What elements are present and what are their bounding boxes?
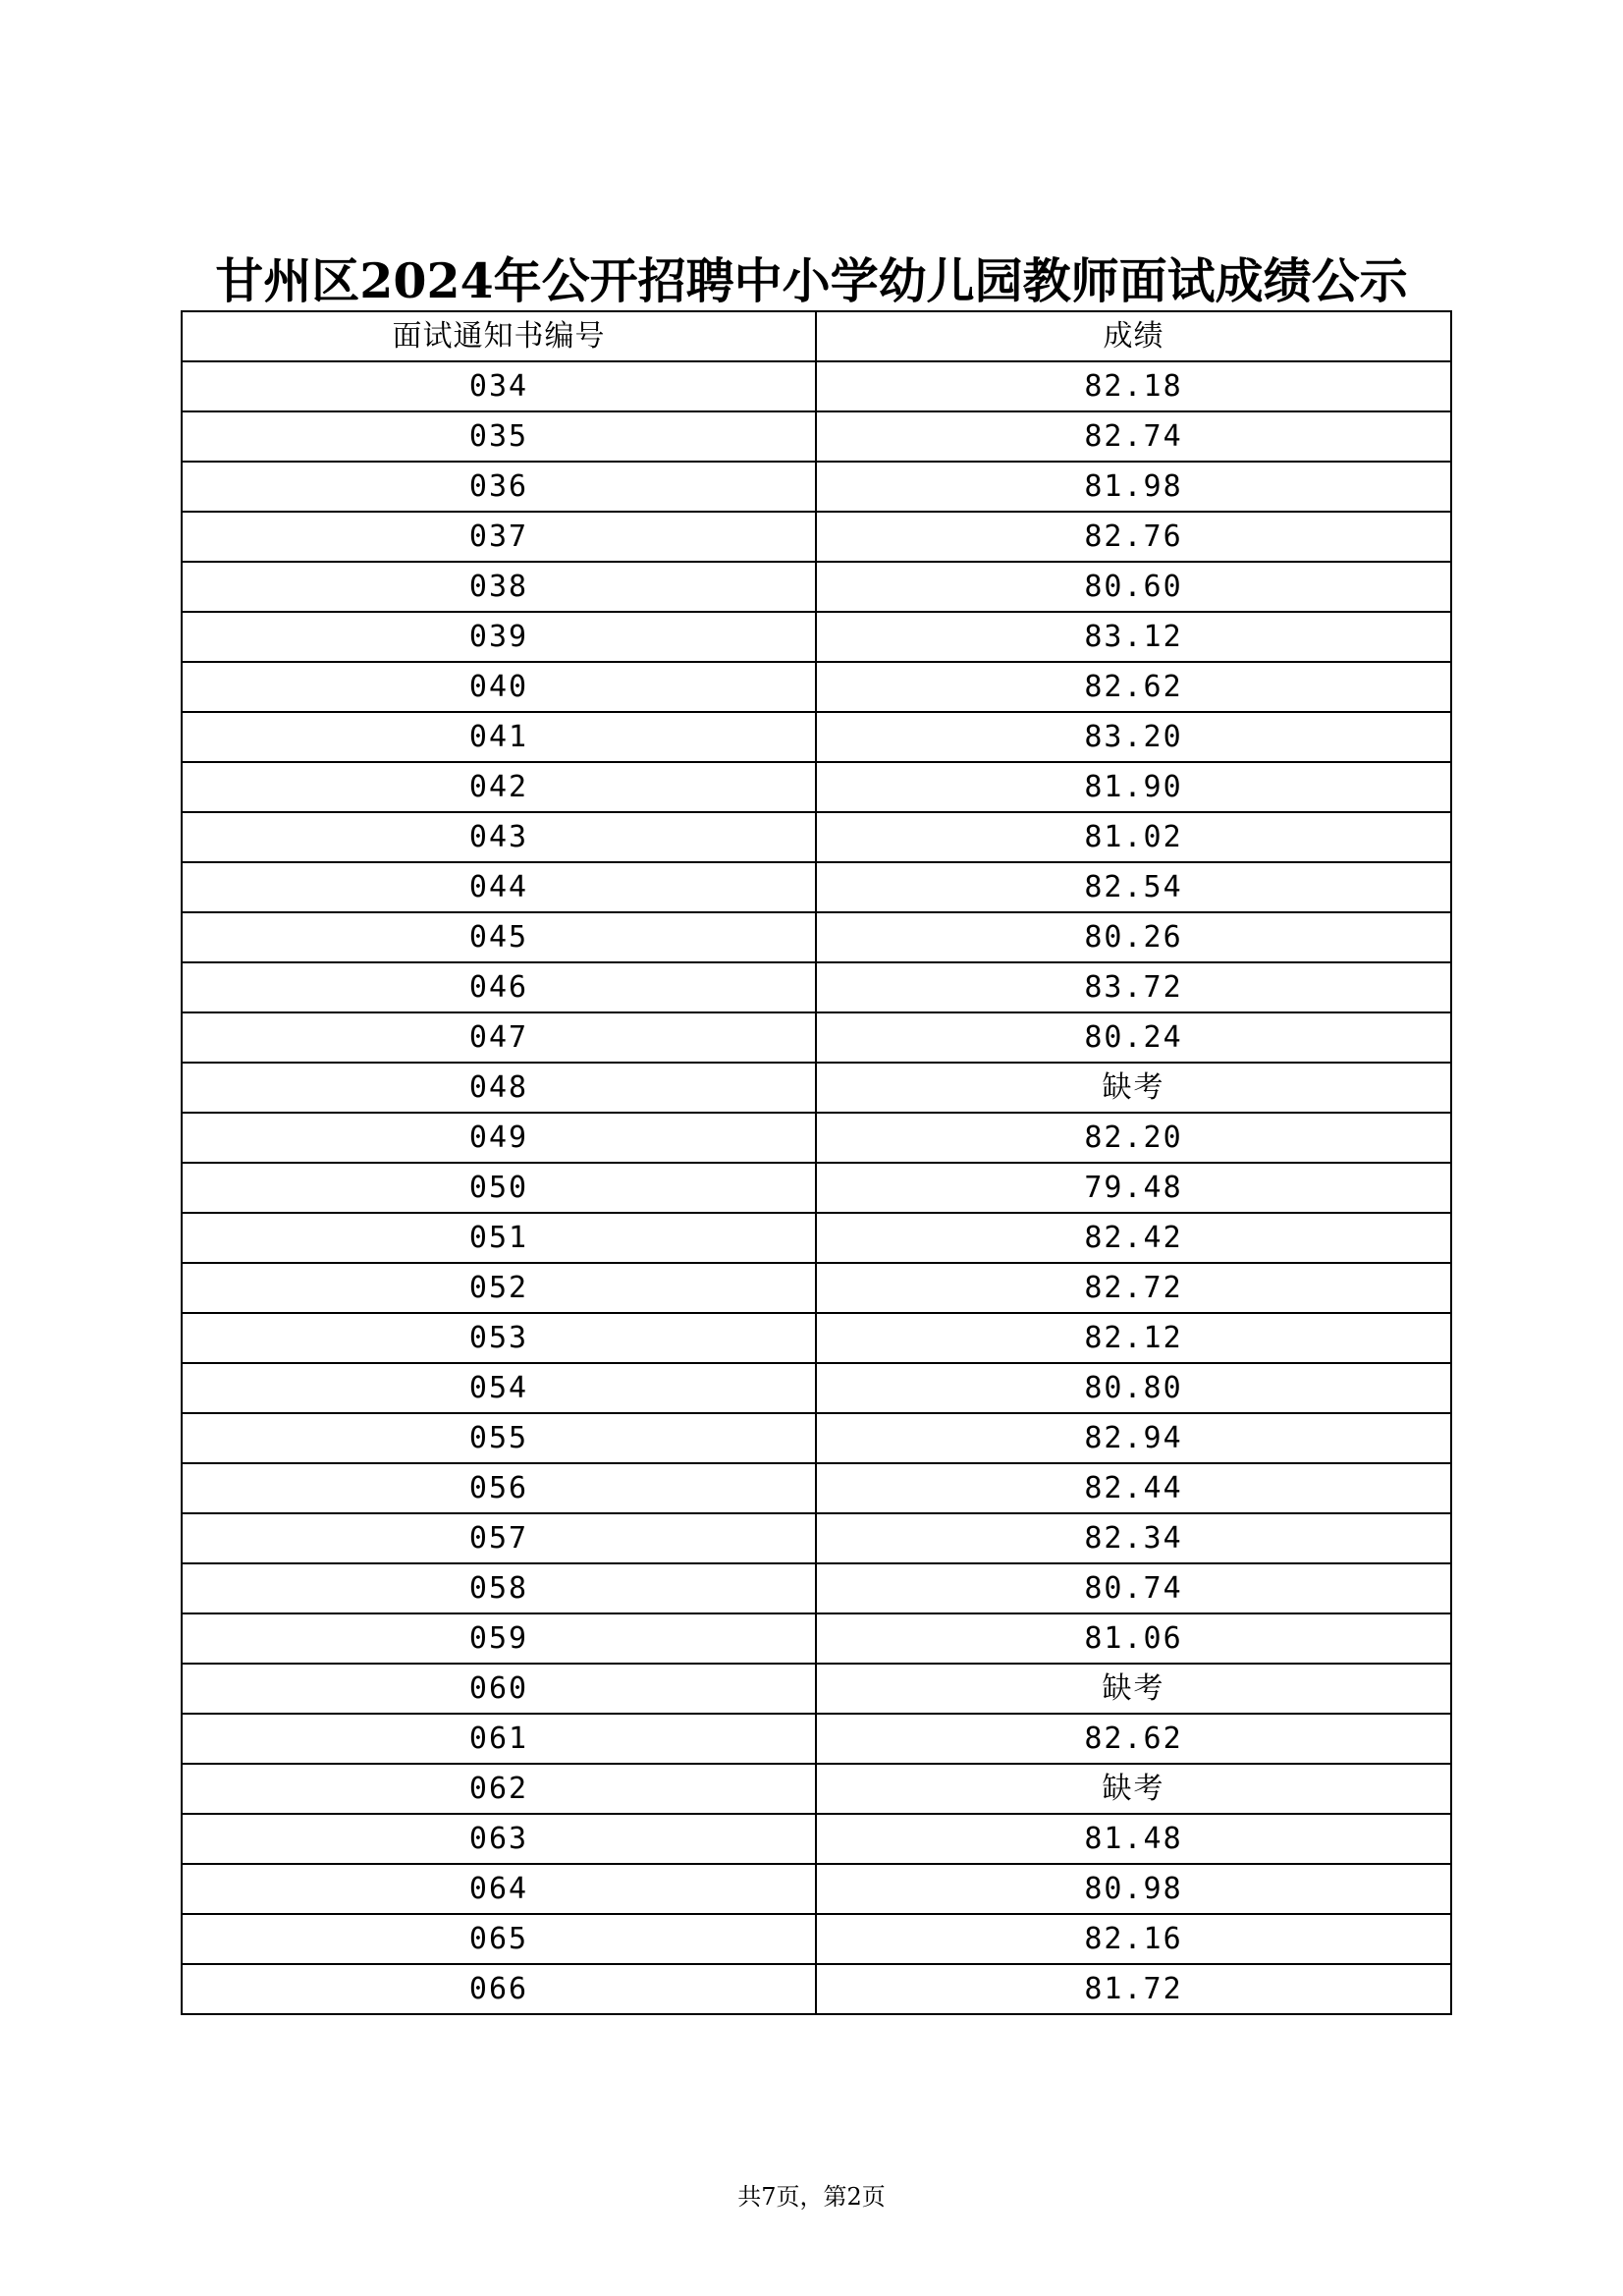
notice-number-cell: 066 — [182, 1964, 816, 2014]
table-row — [182, 462, 1451, 512]
notice-number-cell: 039 — [182, 612, 816, 662]
table-row — [182, 512, 1451, 562]
table-row — [182, 1864, 1451, 1914]
table-row — [182, 1012, 1451, 1063]
table-row — [182, 1063, 1451, 1113]
table-row — [182, 1964, 1451, 2014]
notice-number-cell: 049 — [182, 1113, 816, 1163]
notice-number-cell: 034 — [182, 361, 816, 411]
table-row — [182, 1814, 1451, 1864]
notice-number-cell: 053 — [182, 1313, 816, 1363]
score-cell: 缺考 — [816, 1664, 1451, 1714]
notice-number-cell: 055 — [182, 1413, 816, 1463]
table-row — [182, 1363, 1451, 1413]
notice-number-cell: 036 — [182, 462, 816, 512]
notice-number-cell: 044 — [182, 862, 816, 912]
table-row — [182, 862, 1451, 912]
table-row — [182, 762, 1451, 812]
score-cell: 79.48 — [816, 1163, 1451, 1213]
table-row — [182, 912, 1451, 962]
score-cell: 82.94 — [816, 1413, 1451, 1463]
notice-number-cell: 054 — [182, 1363, 816, 1413]
notice-number-cell: 061 — [182, 1714, 816, 1764]
notice-number-cell: 064 — [182, 1864, 816, 1914]
table-row — [182, 812, 1451, 862]
table-row — [182, 411, 1451, 462]
score-cell: 83.20 — [816, 712, 1451, 762]
table-row — [182, 1263, 1451, 1313]
table-row — [182, 1313, 1451, 1363]
score-cell: 80.80 — [816, 1363, 1451, 1413]
table-row — [182, 1764, 1451, 1814]
notice-number-cell: 048 — [182, 1063, 816, 1113]
notice-number-cell: 047 — [182, 1012, 816, 1063]
notice-number-cell: 050 — [182, 1163, 816, 1213]
column-header-id: 面试通知书编号 — [182, 311, 816, 361]
notice-number-cell: 056 — [182, 1463, 816, 1513]
table-row — [182, 962, 1451, 1012]
score-cell: 81.48 — [816, 1814, 1451, 1864]
table-row — [182, 662, 1451, 712]
score-cell: 81.98 — [816, 462, 1451, 512]
score-cell: 81.90 — [816, 762, 1451, 812]
page-title: 甘州区2024年公开招聘中小学幼儿园教师面试成绩公示 — [215, 251, 1408, 309]
table-row — [182, 361, 1451, 411]
table-row — [182, 1714, 1451, 1764]
table-row — [182, 1664, 1451, 1714]
table-row — [182, 1163, 1451, 1213]
score-cell: 82.44 — [816, 1463, 1451, 1513]
notice-number-cell: 057 — [182, 1513, 816, 1563]
score-cell: 82.76 — [816, 512, 1451, 562]
notice-number-cell: 062 — [182, 1764, 816, 1814]
notice-number-cell: 046 — [182, 962, 816, 1012]
table-row — [182, 1463, 1451, 1513]
score-cell: 80.26 — [816, 912, 1451, 962]
score-cell: 83.12 — [816, 612, 1451, 662]
table-row — [182, 1213, 1451, 1263]
notice-number-cell: 052 — [182, 1263, 816, 1313]
notice-number-cell: 051 — [182, 1213, 816, 1263]
score-cell: 82.34 — [816, 1513, 1451, 1563]
notice-number-cell: 040 — [182, 662, 816, 712]
score-cell: 80.98 — [816, 1864, 1451, 1914]
page-footer: 共7页，第2页 — [737, 2183, 886, 2211]
score-cell: 80.24 — [816, 1012, 1451, 1063]
score-cell: 82.74 — [816, 411, 1451, 462]
table-row — [182, 612, 1451, 662]
table-row — [182, 1914, 1451, 1964]
table-row — [182, 1563, 1451, 1613]
score-cell: 82.20 — [816, 1113, 1451, 1163]
notice-number-cell: 059 — [182, 1613, 816, 1664]
score-cell: 缺考 — [816, 1764, 1451, 1814]
score-cell: 82.12 — [816, 1313, 1451, 1363]
notice-number-cell: 058 — [182, 1563, 816, 1613]
notice-number-cell: 042 — [182, 762, 816, 812]
score-cell: 82.72 — [816, 1263, 1451, 1313]
score-cell: 80.60 — [816, 562, 1451, 612]
score-cell: 80.74 — [816, 1563, 1451, 1613]
notice-number-cell: 038 — [182, 562, 816, 612]
score-cell: 82.42 — [816, 1213, 1451, 1263]
notice-number-cell: 045 — [182, 912, 816, 962]
notice-number-cell: 037 — [182, 512, 816, 562]
table-row — [182, 712, 1451, 762]
score-cell: 缺考 — [816, 1063, 1451, 1113]
score-table — [181, 310, 1452, 2015]
notice-number-cell: 060 — [182, 1664, 816, 1714]
notice-number-cell: 043 — [182, 812, 816, 862]
table-row — [182, 1113, 1451, 1163]
score-cell: 83.72 — [816, 962, 1451, 1012]
table-row — [182, 562, 1451, 612]
score-cell: 82.62 — [816, 662, 1451, 712]
notice-number-cell: 035 — [182, 411, 816, 462]
score-cell: 81.72 — [816, 1964, 1451, 2014]
table-row — [182, 1613, 1451, 1664]
table-body — [182, 361, 1451, 2014]
score-cell: 82.54 — [816, 862, 1451, 912]
score-cell: 82.62 — [816, 1714, 1451, 1764]
score-cell: 82.16 — [816, 1914, 1451, 1964]
notice-number-cell: 065 — [182, 1914, 816, 1964]
table-row — [182, 1513, 1451, 1563]
table-header-row — [182, 311, 1451, 361]
score-cell: 81.02 — [816, 812, 1451, 862]
column-header-score: 成绩 — [816, 311, 1451, 361]
score-cell: 81.06 — [816, 1613, 1451, 1664]
notice-number-cell: 063 — [182, 1814, 816, 1864]
notice-number-cell: 041 — [182, 712, 816, 762]
table-row — [182, 1413, 1451, 1463]
score-cell: 82.18 — [816, 361, 1451, 411]
